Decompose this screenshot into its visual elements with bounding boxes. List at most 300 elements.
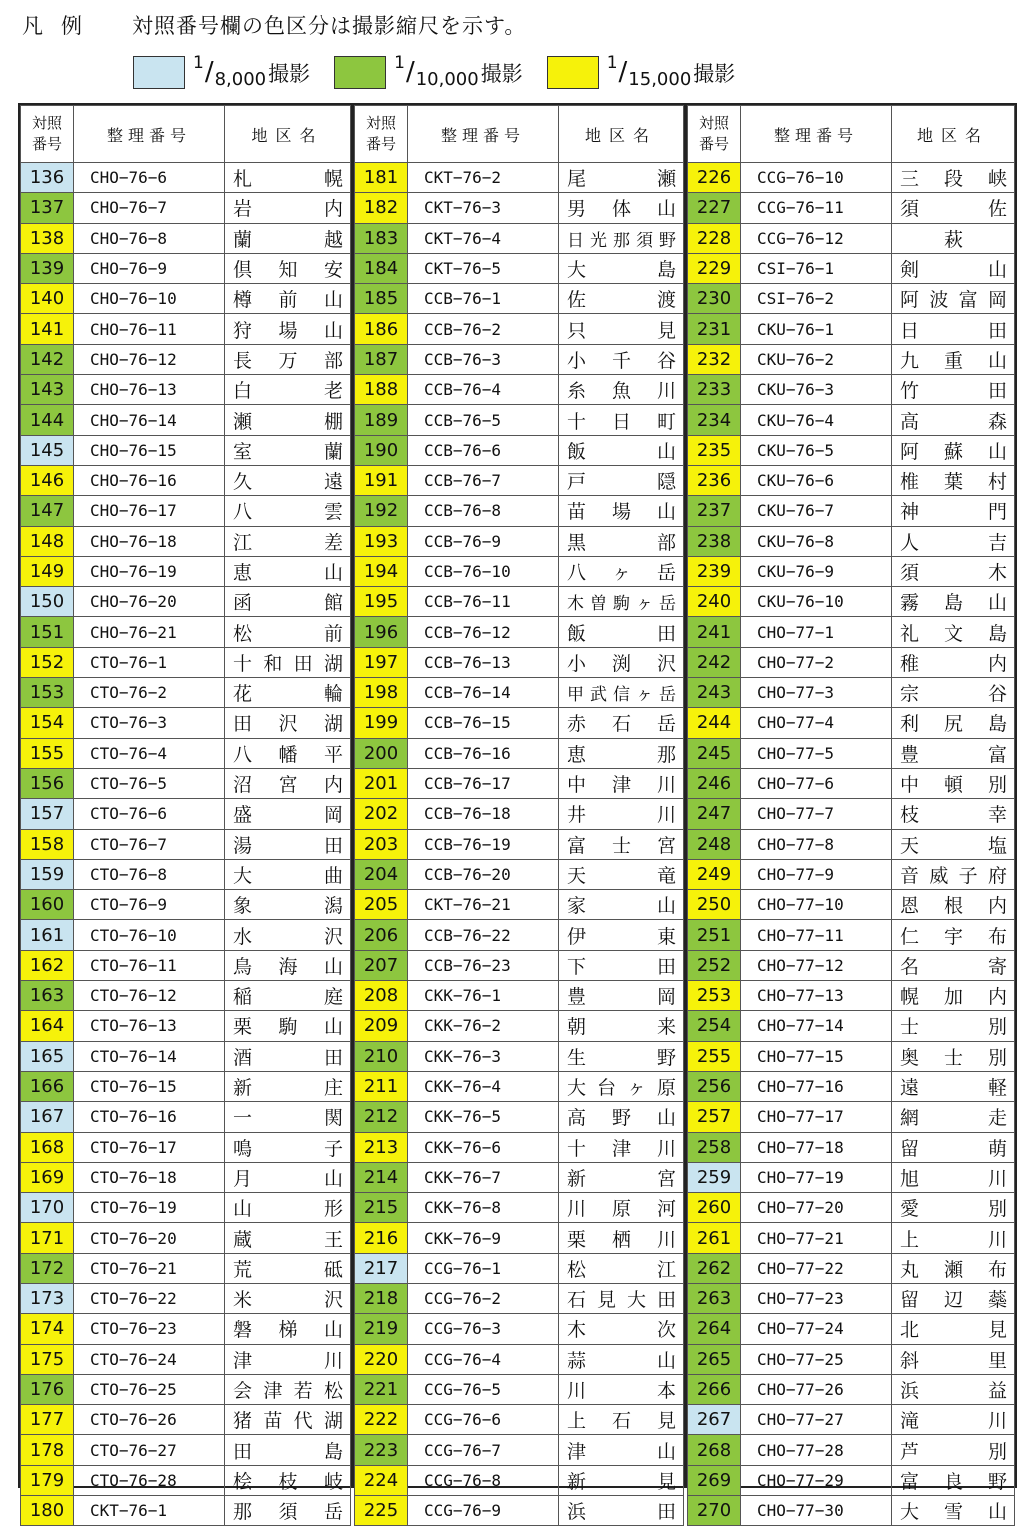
code-cell: CHO−77−8 (741, 829, 892, 859)
area-name: 稚 内 (900, 652, 1007, 675)
area-name: 倶 知 安 (233, 259, 343, 282)
ref-number-cell: 138 (21, 223, 74, 253)
table-row (688, 1132, 1015, 1162)
table-row (21, 223, 351, 253)
code-cell: CTO−76−14 (74, 1041, 225, 1071)
table-row (355, 556, 684, 586)
area-name: 山 形 (233, 1198, 343, 1221)
area-name: 荒 砥 (233, 1258, 343, 1281)
area-name: 新 見 (567, 1470, 676, 1493)
ref-number-cell: 174 (21, 1314, 74, 1344)
area-name: 沼 宮 内 (233, 774, 343, 797)
table-row (21, 738, 351, 768)
table-row (688, 587, 1015, 617)
table-row (355, 1283, 684, 1313)
area-cell (559, 465, 684, 495)
area-name: 津 山 (567, 1440, 676, 1463)
area-cell (225, 526, 351, 556)
ref-number-cell: 211 (355, 1071, 408, 1101)
area-cell (225, 647, 351, 677)
photo-index-tables (18, 103, 1017, 1524)
area-name: 朝 来 (567, 1016, 676, 1039)
area-cell (559, 223, 684, 253)
header-ref-number: 対照 番号 (21, 106, 74, 163)
ref-number-cell: 193 (355, 526, 408, 556)
code-cell: CCG−76−6 (408, 1405, 559, 1435)
table-row (688, 1253, 1015, 1283)
code-cell: CTO−76−25 (74, 1374, 225, 1404)
table-row (21, 1465, 351, 1495)
area-name: 象 潟 (233, 895, 343, 918)
code-cell: CHO−77−28 (741, 1435, 892, 1465)
code-cell: CTO−76−21 (74, 1253, 225, 1283)
ref-number-cell: 253 (688, 981, 741, 1011)
area-cell (559, 617, 684, 647)
ref-number-cell: 157 (21, 799, 74, 829)
area-name: 伊 東 (567, 925, 676, 948)
area-name: 月 山 (233, 1167, 343, 1190)
area-cell (892, 1465, 1015, 1495)
code-cell: CKU−76−7 (741, 496, 892, 526)
area-cell (892, 1162, 1015, 1192)
table-row (355, 344, 684, 374)
code-cell: CHO−77−14 (741, 1011, 892, 1041)
code-cell: CHO−76−9 (74, 253, 225, 283)
code-cell: CHO−77−17 (741, 1102, 892, 1132)
ref-number-cell: 184 (355, 253, 408, 283)
area-name: 札 幌 (233, 168, 343, 191)
code-cell: CCB−76−9 (408, 526, 559, 556)
area-name: 久 遠 (233, 471, 343, 494)
code-cell: CKK−76−8 (408, 1193, 559, 1223)
code-cell: CHO−77−23 (741, 1283, 892, 1313)
area-name: 豊 岡 (567, 986, 676, 1009)
table-row (21, 1435, 351, 1465)
area-cell (892, 1435, 1015, 1465)
area-cell (892, 314, 1015, 344)
code-cell: CCB−76−4 (408, 375, 559, 405)
code-cell: CKU−76−5 (741, 435, 892, 465)
code-cell: CCB−76−22 (408, 920, 559, 950)
ref-number-cell: 150 (21, 587, 74, 617)
area-name: 花 輪 (233, 683, 343, 706)
ref-number-cell: 155 (21, 738, 74, 768)
area-name: 川 原 河 (567, 1198, 676, 1221)
legend-header (22, 8, 526, 42)
area-cell (225, 1344, 351, 1374)
area-cell (225, 829, 351, 859)
table-row (21, 314, 351, 344)
area-cell (225, 1253, 351, 1283)
table-row (355, 314, 684, 344)
area-name: 那 須 岳 (233, 1501, 343, 1524)
code-cell: CHO−77−27 (741, 1405, 892, 1435)
code-cell: CCG−76−10 (741, 163, 892, 193)
area-cell (559, 1314, 684, 1344)
area-cell (225, 223, 351, 253)
code-cell: CHO−76−6 (74, 163, 225, 193)
area-cell (892, 950, 1015, 980)
code-cell: CCB−76−12 (408, 617, 559, 647)
ref-number-cell: 267 (688, 1405, 741, 1435)
table-row (355, 829, 684, 859)
area-name: 中 頓 別 (900, 774, 1007, 797)
code-cell: CHO−77−15 (741, 1041, 892, 1071)
area-cell (892, 587, 1015, 617)
area-name: 阿 蘇 山 (900, 440, 1007, 463)
area-cell (892, 981, 1015, 1011)
area-cell (559, 375, 684, 405)
table-row (688, 375, 1015, 405)
ref-number-cell: 233 (688, 375, 741, 405)
ref-number-cell: 163 (21, 981, 74, 1011)
table-row (355, 163, 684, 193)
table-row (688, 1041, 1015, 1071)
area-cell (559, 859, 684, 889)
area-cell (892, 526, 1015, 556)
code-cell: CCB−76−14 (408, 678, 559, 708)
header-code: 整理番号 (408, 106, 559, 163)
legend-key-8000 (133, 53, 311, 90)
area-name: 留 萌 (900, 1137, 1007, 1160)
code-cell: CHO−77−20 (741, 1193, 892, 1223)
area-cell (892, 1193, 1015, 1223)
ref-number-cell: 220 (355, 1344, 408, 1374)
ref-number-cell: 228 (688, 223, 741, 253)
area-name: 斜 里 (900, 1349, 1007, 1372)
code-cell: CCG−76−9 (408, 1496, 559, 1526)
code-cell: CKU−76−9 (741, 556, 892, 586)
code-cell: CHO−77−25 (741, 1344, 892, 1374)
area-cell (225, 1193, 351, 1223)
ref-number-cell: 167 (21, 1102, 74, 1132)
ref-number-cell: 190 (355, 435, 408, 465)
ref-number-cell: 227 (688, 193, 741, 223)
area-cell (892, 799, 1015, 829)
code-cell: CHO−77−24 (741, 1314, 892, 1344)
code-cell: CHO−77−10 (741, 890, 892, 920)
code-cell: CHO−77−1 (741, 617, 892, 647)
area-name: 宗 谷 (900, 683, 1007, 706)
table-row (688, 708, 1015, 738)
ref-number-cell: 234 (688, 405, 741, 435)
table-row (21, 829, 351, 859)
table-row (688, 1011, 1015, 1041)
ref-number-cell: 141 (21, 314, 74, 344)
ref-number-cell: 194 (355, 556, 408, 586)
code-cell: CCB−76−23 (408, 950, 559, 980)
table-row (21, 163, 351, 193)
area-name: 大 島 (567, 259, 676, 282)
area-name: 鳴 子 (233, 1137, 343, 1160)
ref-number-cell: 207 (355, 950, 408, 980)
ref-number-cell: 148 (21, 526, 74, 556)
area-cell (225, 950, 351, 980)
table-row (355, 708, 684, 738)
area-name: 十 日 町 (567, 410, 676, 433)
ref-number-cell: 252 (688, 950, 741, 980)
area-name: 長 万 部 (233, 349, 343, 372)
area-name: 浜 益 (900, 1380, 1007, 1403)
area-name: 稲 庭 (233, 986, 343, 1009)
area-cell (225, 253, 351, 283)
area-name: 磐 梯 山 (233, 1319, 343, 1342)
code-cell: CHO−77−16 (741, 1071, 892, 1101)
ref-number-cell: 175 (21, 1344, 74, 1374)
table-row (21, 1283, 351, 1313)
area-cell (559, 829, 684, 859)
area-name: 只 見 (567, 319, 676, 342)
code-cell: CHO−76−18 (74, 526, 225, 556)
code-cell: CKK−76−5 (408, 1102, 559, 1132)
area-name: 三 段 峡 (900, 168, 1007, 191)
table-row (21, 1011, 351, 1041)
code-cell: CTO−76−11 (74, 950, 225, 980)
code-cell: CTO−76−4 (74, 738, 225, 768)
code-cell: CHO−77−22 (741, 1253, 892, 1283)
area-name: 豊 富 (900, 743, 1007, 766)
table-row (688, 950, 1015, 980)
area-name: 名 寄 (900, 955, 1007, 978)
area-name: 盛 岡 (233, 804, 343, 827)
ref-number-cell: 236 (688, 465, 741, 495)
table-row (688, 768, 1015, 798)
code-cell: CHO−77−29 (741, 1465, 892, 1495)
area-cell (559, 1102, 684, 1132)
ref-number-cell: 214 (355, 1162, 408, 1192)
table-row (21, 435, 351, 465)
area-cell (225, 193, 351, 223)
ref-number-cell: 251 (688, 920, 741, 950)
table-row (355, 284, 684, 314)
table-row (355, 1405, 684, 1435)
table-row (688, 1193, 1015, 1223)
area-name: 滝 川 (900, 1410, 1007, 1433)
ref-number-cell: 249 (688, 859, 741, 889)
header-row (21, 106, 351, 163)
area-cell (225, 1132, 351, 1162)
code-cell: CKK−76−7 (408, 1162, 559, 1192)
ref-number-cell: 247 (688, 799, 741, 829)
table-row (688, 163, 1015, 193)
ref-number-cell: 265 (688, 1344, 741, 1374)
area-name: 上 石 見 (567, 1410, 676, 1433)
area-cell (892, 253, 1015, 283)
area-cell (225, 1071, 351, 1101)
table-row (21, 678, 351, 708)
area-name: 剣 山 (900, 259, 1007, 282)
code-cell: CCB−76−16 (408, 738, 559, 768)
code-cell: CTO−76−3 (74, 708, 225, 738)
area-cell (892, 1496, 1015, 1526)
code-cell: CKT−76−5 (408, 253, 559, 283)
table-row (355, 647, 684, 677)
code-cell: CKT−76−3 (408, 193, 559, 223)
area-name: 狩 場 山 (233, 319, 343, 342)
area-cell (892, 223, 1015, 253)
table-row (355, 920, 684, 950)
area-cell (225, 435, 351, 465)
area-cell (559, 1162, 684, 1192)
table-row (21, 1496, 351, 1526)
area-cell (559, 344, 684, 374)
ref-number-cell: 149 (21, 556, 74, 586)
code-cell: CCB−76−7 (408, 465, 559, 495)
header-area: 地区名 (225, 106, 351, 163)
table-row (355, 496, 684, 526)
code-cell: CHO−76−20 (74, 587, 225, 617)
ref-number-cell: 231 (688, 314, 741, 344)
table-row (355, 1162, 684, 1192)
ref-number-cell: 182 (355, 193, 408, 223)
area-cell (225, 1435, 351, 1465)
area-name: 蘭 越 (233, 228, 343, 251)
ref-number-cell: 225 (355, 1496, 408, 1526)
area-name: 竹 田 (900, 380, 1007, 403)
area-cell (225, 859, 351, 889)
code-cell: CCG−76−3 (408, 1314, 559, 1344)
area-cell (892, 1253, 1015, 1283)
area-cell (559, 1344, 684, 1374)
legend-swatch-10000 (334, 56, 386, 89)
code-cell: CTO−76−28 (74, 1465, 225, 1495)
area-cell (559, 1011, 684, 1041)
area-name: 水 沢 (233, 925, 343, 948)
ref-number-cell: 168 (21, 1132, 74, 1162)
area-name: 尾 瀬 (567, 168, 676, 191)
table-row (355, 768, 684, 798)
ref-number-cell: 269 (688, 1465, 741, 1495)
ref-number-cell: 224 (355, 1465, 408, 1495)
table-row (355, 1496, 684, 1526)
area-cell (559, 284, 684, 314)
ref-number-cell: 248 (688, 829, 741, 859)
area-name: 佐 渡 (567, 289, 676, 312)
table-row (688, 1283, 1015, 1313)
area-name: 高 森 (900, 410, 1007, 433)
area-cell (892, 1071, 1015, 1101)
area-cell (559, 950, 684, 980)
area-name: 八 ヶ 岳 (567, 562, 676, 584)
area-cell (892, 375, 1015, 405)
area-cell (892, 284, 1015, 314)
table-row (21, 1223, 351, 1253)
area-cell (225, 496, 351, 526)
table-row (355, 1344, 684, 1374)
table-row (355, 981, 684, 1011)
table-row (355, 1102, 684, 1132)
header-area: 地区名 (559, 106, 684, 163)
area-name: 函 館 (233, 592, 343, 615)
ref-number-cell: 261 (688, 1223, 741, 1253)
ref-number-cell: 232 (688, 344, 741, 374)
table-row (688, 799, 1015, 829)
area-cell (559, 253, 684, 283)
area-name: 萩 (943, 228, 963, 251)
code-cell: CTO−76−15 (74, 1071, 225, 1101)
ref-number-cell: 164 (21, 1011, 74, 1041)
area-cell (892, 1132, 1015, 1162)
ref-number-cell: 206 (355, 920, 408, 950)
area-cell (559, 1223, 684, 1253)
area-cell (892, 1344, 1015, 1374)
table-row (688, 981, 1015, 1011)
ref-number-cell: 152 (21, 647, 74, 677)
area-cell (225, 981, 351, 1011)
code-cell: CHO−77−3 (741, 678, 892, 708)
ref-number-cell: 263 (688, 1283, 741, 1313)
area-cell (892, 163, 1015, 193)
ref-number-cell: 143 (21, 375, 74, 405)
area-cell (225, 1374, 351, 1404)
area-name: 新 宮 (567, 1167, 676, 1190)
area-cell (225, 556, 351, 586)
ref-number-cell: 144 (21, 405, 74, 435)
area-cell (559, 1253, 684, 1283)
ref-number-cell: 166 (21, 1071, 74, 1101)
area-name: 十 和 田 湖 (233, 652, 343, 675)
table-row (688, 1071, 1015, 1101)
code-cell: CTO−76−6 (74, 799, 225, 829)
table-row (688, 193, 1015, 223)
code-cell: CCB−76−15 (408, 708, 559, 738)
code-cell: CKT−76−4 (408, 223, 559, 253)
code-cell: CTO−76−22 (74, 1283, 225, 1313)
table-row (355, 435, 684, 465)
table-row (21, 1374, 351, 1404)
code-cell: CTO−76−26 (74, 1405, 225, 1435)
code-cell: CTO−76−2 (74, 678, 225, 708)
ref-number-cell: 181 (355, 163, 408, 193)
table-row (355, 1435, 684, 1465)
area-name: 赤 石 岳 (567, 713, 676, 736)
area-cell (559, 314, 684, 344)
ref-number-cell: 250 (688, 890, 741, 920)
code-cell: CHO−76−8 (74, 223, 225, 253)
area-cell (225, 375, 351, 405)
area-cell (892, 1405, 1015, 1435)
area-cell (892, 678, 1015, 708)
ref-number-cell: 170 (21, 1193, 74, 1223)
code-cell: CKU−76−6 (741, 465, 892, 495)
table-row (355, 465, 684, 495)
code-cell: CKK−76−2 (408, 1011, 559, 1041)
table-row (355, 859, 684, 889)
table-row (21, 587, 351, 617)
table-row (688, 920, 1015, 950)
table-row (688, 1435, 1015, 1465)
table-row (21, 799, 351, 829)
ref-number-cell: 259 (688, 1162, 741, 1192)
table-row (688, 1465, 1015, 1495)
area-name: 天 竜 (567, 864, 676, 887)
table-row (355, 950, 684, 980)
header-area: 地区名 (892, 106, 1015, 163)
ref-number-cell: 226 (688, 163, 741, 193)
table-row (688, 526, 1015, 556)
ref-number-cell: 229 (688, 253, 741, 283)
code-cell: CCB−76−11 (408, 587, 559, 617)
table-row (688, 496, 1015, 526)
area-cell (892, 435, 1015, 465)
table-row (355, 890, 684, 920)
table-row (688, 617, 1015, 647)
area-cell (892, 617, 1015, 647)
area-name: 浜 田 (567, 1501, 676, 1524)
ref-number-cell: 173 (21, 1283, 74, 1313)
code-cell: CKK−76−6 (408, 1132, 559, 1162)
ref-number-cell: 198 (355, 678, 408, 708)
